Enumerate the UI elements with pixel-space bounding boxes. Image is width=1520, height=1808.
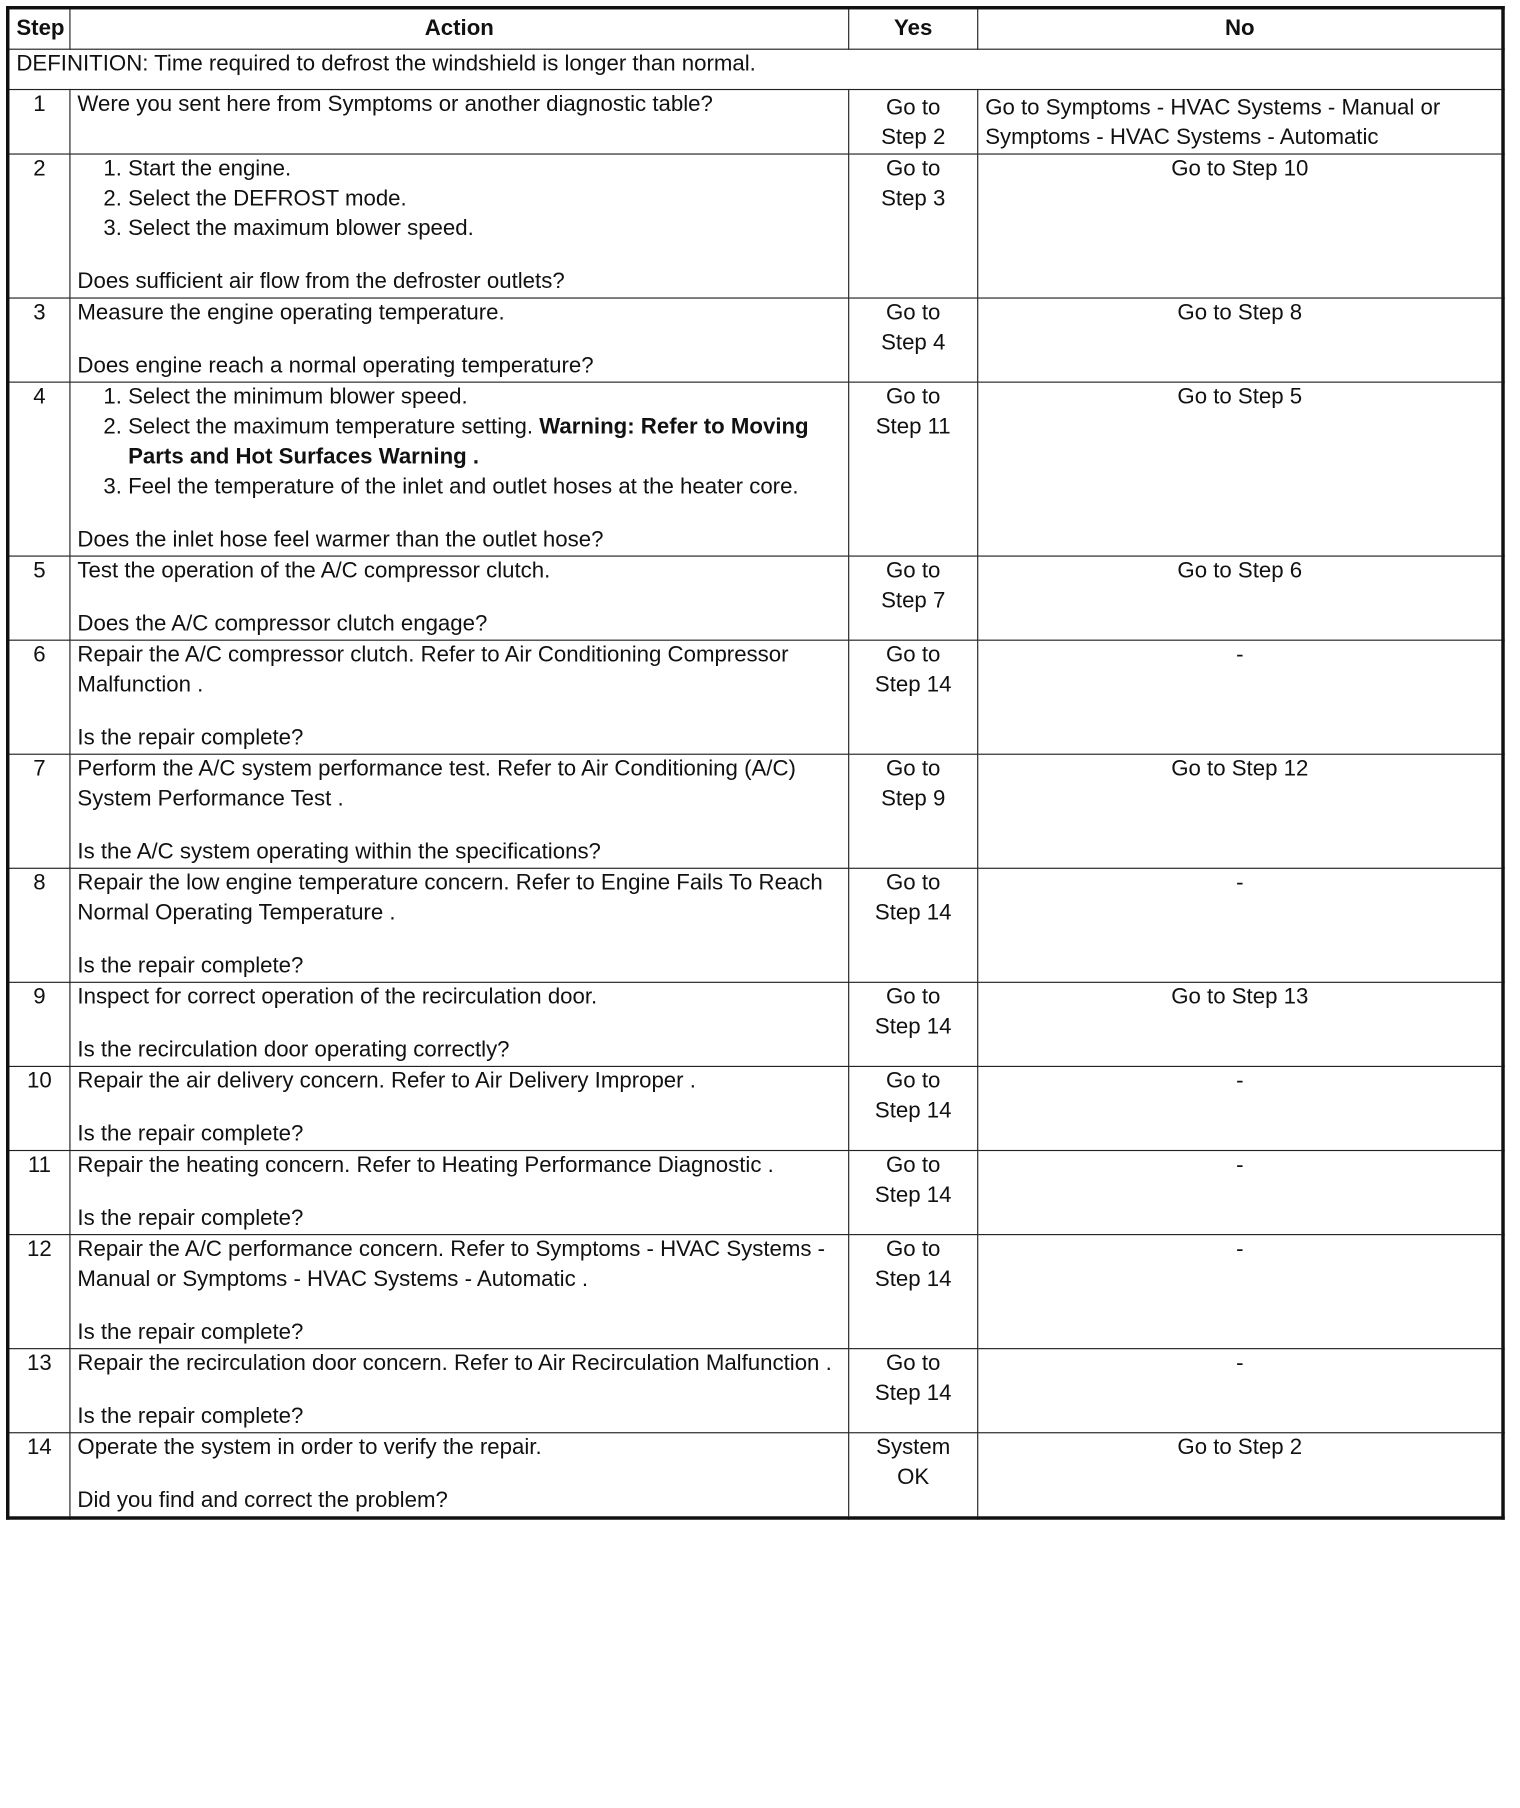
no-cell: - bbox=[978, 1349, 1503, 1433]
action-cell bbox=[70, 868, 849, 982]
warning-reference: Warning: Refer to Moving Parts and Hot Surfaces Warning . bbox=[128, 414, 809, 470]
action-text: Repair the recirculation door concern. Refer to Air Recirculation Malfunction . bbox=[77, 1351, 832, 1376]
yes-line: Go to bbox=[886, 156, 941, 182]
action-question: Is the repair complete? bbox=[77, 1320, 304, 1345]
yes-line: Step 14 bbox=[874, 1015, 952, 1040]
yes-cell bbox=[849, 640, 978, 754]
yes-cell bbox=[849, 556, 978, 640]
action-text: Repair the heating concern. Refer to Heating Performance Diagnostic . bbox=[77, 1153, 774, 1178]
step-number: 6 bbox=[8, 640, 70, 754]
action-step-item: 1. Select the minimum blower speed. bbox=[128, 383, 841, 413]
action-cell bbox=[70, 754, 849, 868]
action-text: Measure the engine operating temperature. bbox=[77, 300, 505, 326]
yes-cell bbox=[849, 382, 978, 556]
header-row bbox=[8, 8, 1503, 49]
action-question: Is the repair complete? bbox=[77, 725, 304, 751]
no-cell bbox=[978, 90, 1503, 155]
yes-line: Go to bbox=[886, 1237, 941, 1262]
yes-line: Step 7 bbox=[881, 588, 946, 614]
no-cell: Go to Step 12 bbox=[978, 754, 1503, 868]
action-question: Is the repair complete? bbox=[77, 1206, 304, 1231]
yes-line: Step 14 bbox=[874, 901, 952, 926]
no-line: Go to Symptoms - HVAC Systems - Manual or bbox=[985, 95, 1441, 121]
definition-row bbox=[8, 49, 1503, 89]
no-cell: Go to Step 8 bbox=[978, 298, 1503, 382]
action-cell bbox=[70, 1151, 849, 1235]
action-text: Repair the air delivery concern. Refer to Air Delivery Improper . bbox=[77, 1069, 696, 1094]
yes-line: Step 14 bbox=[874, 1099, 952, 1124]
no-cell: - bbox=[978, 868, 1503, 982]
yes-line: Step 14 bbox=[874, 1183, 952, 1208]
action-steps-list bbox=[77, 155, 841, 245]
header-no: No bbox=[978, 8, 1503, 49]
action-steps-list bbox=[77, 383, 841, 503]
yes-line: Go to bbox=[886, 558, 941, 584]
action-text: Perform the A/C system performance test. Refer to Air Conditioning (A/C) System Performance Test . bbox=[77, 757, 796, 812]
yes-cell bbox=[849, 298, 978, 382]
no-cell: - bbox=[978, 1066, 1503, 1150]
action-step-text: Select the maximum temperature setting. bbox=[128, 414, 534, 440]
yes-line: Step 14 bbox=[874, 1267, 952, 1292]
action-cell bbox=[70, 640, 849, 754]
action-text: Inspect for correct operation of the recirculation door. bbox=[77, 985, 598, 1010]
step-number: 8 bbox=[8, 868, 70, 982]
action-text: Repair the A/C performance concern. Refer to Symptoms - HVAC Systems - Manual or Symptoms - HVAC Systems - Automatic . bbox=[77, 1237, 826, 1292]
action-question: Is the recirculation door operating correctly? bbox=[77, 1038, 510, 1063]
step-number: 4 bbox=[8, 382, 70, 556]
action-question: Does sufficient air flow from the defroster outlets? bbox=[77, 269, 565, 294]
step-number: 7 bbox=[8, 754, 70, 868]
action-text: Repair the A/C compressor clutch. Refer to Air Conditioning Compressor Malfunction . bbox=[77, 643, 789, 698]
no-line: Symptoms - HVAC Systems - Automatic bbox=[985, 125, 1379, 150]
definition-text: DEFINITION: Time required to defrost the windshield is longer than normal. bbox=[8, 49, 1503, 89]
step-number: 11 bbox=[8, 1151, 70, 1235]
action-step-item: 3. Feel the temperature of the inlet and outlet hoses at the heater core. bbox=[128, 473, 841, 503]
yes-cell bbox=[849, 154, 978, 298]
yes-line: Go to bbox=[886, 871, 941, 896]
yes-cell bbox=[849, 1235, 978, 1349]
yes-line: Go to bbox=[886, 985, 941, 1010]
table-row bbox=[8, 298, 1503, 382]
yes-line: Go to bbox=[886, 1153, 941, 1178]
no-cell: Go to Step 10 bbox=[978, 154, 1503, 298]
yes-line: Go to bbox=[886, 385, 941, 410]
action-step-item: 2. Select the DEFROST mode. bbox=[128, 185, 841, 215]
action-question: Does the A/C compressor clutch engage? bbox=[77, 611, 488, 637]
action-cell bbox=[70, 90, 849, 155]
yes-line: Go to bbox=[886, 1069, 941, 1094]
table-row bbox=[8, 754, 1503, 868]
action-cell bbox=[70, 1433, 849, 1518]
step-number: 1 bbox=[8, 90, 70, 155]
action-question: Were you sent here from Symptoms or another diagnostic table? bbox=[77, 92, 713, 117]
yes-line: Go to bbox=[886, 300, 941, 326]
yes-cell bbox=[849, 1066, 978, 1150]
diagnostic-table bbox=[6, 6, 1505, 1520]
table-row bbox=[8, 868, 1503, 982]
action-cell bbox=[70, 556, 849, 640]
yes-cell bbox=[849, 754, 978, 868]
step-number: 5 bbox=[8, 556, 70, 640]
table-row bbox=[8, 1151, 1503, 1235]
action-question: Is the repair complete? bbox=[77, 1122, 304, 1147]
step-number: 3 bbox=[8, 298, 70, 382]
action-text: Repair the low engine temperature concern. Refer to Engine Fails To Reach Normal Operating Temperature . bbox=[77, 871, 823, 926]
table-row bbox=[8, 982, 1503, 1066]
action-step-item: 1. Start the engine. bbox=[128, 155, 841, 185]
yes-line: Step 14 bbox=[874, 673, 952, 698]
yes-line: OK bbox=[897, 1465, 930, 1490]
action-cell bbox=[70, 1235, 849, 1349]
action-cell bbox=[70, 382, 849, 556]
action-question: Did you find and correct the problem? bbox=[77, 1488, 448, 1513]
table-row bbox=[8, 1433, 1503, 1518]
action-text: Test the operation of the A/C compressor clutch. bbox=[77, 558, 551, 584]
table-row bbox=[8, 90, 1503, 155]
step-number: 9 bbox=[8, 982, 70, 1066]
action-cell bbox=[70, 1349, 849, 1433]
table-row bbox=[8, 1349, 1503, 1433]
action-cell bbox=[70, 1066, 849, 1150]
action-text: Operate the system in order to verify the repair. bbox=[77, 1435, 542, 1460]
step-number: 12 bbox=[8, 1235, 70, 1349]
header-action: Action bbox=[70, 8, 849, 49]
no-cell: Go to Step 6 bbox=[978, 556, 1503, 640]
action-question: Is the repair complete? bbox=[77, 954, 304, 979]
action-cell bbox=[70, 298, 849, 382]
yes-line: Step 11 bbox=[875, 414, 951, 440]
yes-cell bbox=[849, 1349, 978, 1433]
yes-line: Step 2 bbox=[881, 125, 946, 150]
action-cell bbox=[70, 982, 849, 1066]
yes-line: Go to bbox=[886, 1351, 941, 1376]
no-cell: - bbox=[978, 1235, 1503, 1349]
yes-cell bbox=[849, 1151, 978, 1235]
yes-line: Step 4 bbox=[881, 330, 946, 356]
action-question: Is the repair complete? bbox=[77, 1404, 304, 1429]
action-step-item: 3. Select the maximum blower speed. bbox=[128, 215, 841, 245]
header-step: Step bbox=[8, 8, 70, 49]
action-cell bbox=[70, 154, 849, 298]
action-question: Is the A/C system operating within the specifications? bbox=[77, 840, 601, 865]
table-row bbox=[8, 1066, 1503, 1150]
step-number: 14 bbox=[8, 1433, 70, 1518]
yes-line: Go to bbox=[886, 95, 941, 121]
yes-line: Go to bbox=[886, 643, 941, 668]
yes-cell bbox=[849, 90, 978, 155]
yes-cell bbox=[849, 1433, 978, 1518]
no-cell: - bbox=[978, 1151, 1503, 1235]
step-number: 13 bbox=[8, 1349, 70, 1433]
no-cell: Go to Step 2 bbox=[978, 1433, 1503, 1518]
table-row bbox=[8, 382, 1503, 556]
yes-line: Step 9 bbox=[881, 787, 946, 812]
yes-line: Step 3 bbox=[881, 186, 946, 212]
table-row bbox=[8, 154, 1503, 298]
step-number: 10 bbox=[8, 1066, 70, 1150]
action-question: Does the inlet hose feel warmer than the outlet hose? bbox=[77, 527, 604, 553]
table-row bbox=[8, 640, 1503, 754]
yes-line: Step 14 bbox=[874, 1381, 952, 1406]
step-number: 2 bbox=[8, 154, 70, 298]
yes-cell bbox=[849, 868, 978, 982]
yes-line: Go to bbox=[886, 757, 941, 782]
header-yes: Yes bbox=[849, 8, 978, 49]
table-row bbox=[8, 1235, 1503, 1349]
table-row bbox=[8, 556, 1503, 640]
no-cell: Go to Step 13 bbox=[978, 982, 1503, 1066]
action-step-item bbox=[128, 413, 841, 473]
no-cell: - bbox=[978, 640, 1503, 754]
yes-line: System bbox=[876, 1435, 951, 1460]
yes-cell bbox=[849, 982, 978, 1066]
action-question: Does engine reach a normal operating temperature? bbox=[77, 353, 594, 379]
no-cell: Go to Step 5 bbox=[978, 382, 1503, 556]
